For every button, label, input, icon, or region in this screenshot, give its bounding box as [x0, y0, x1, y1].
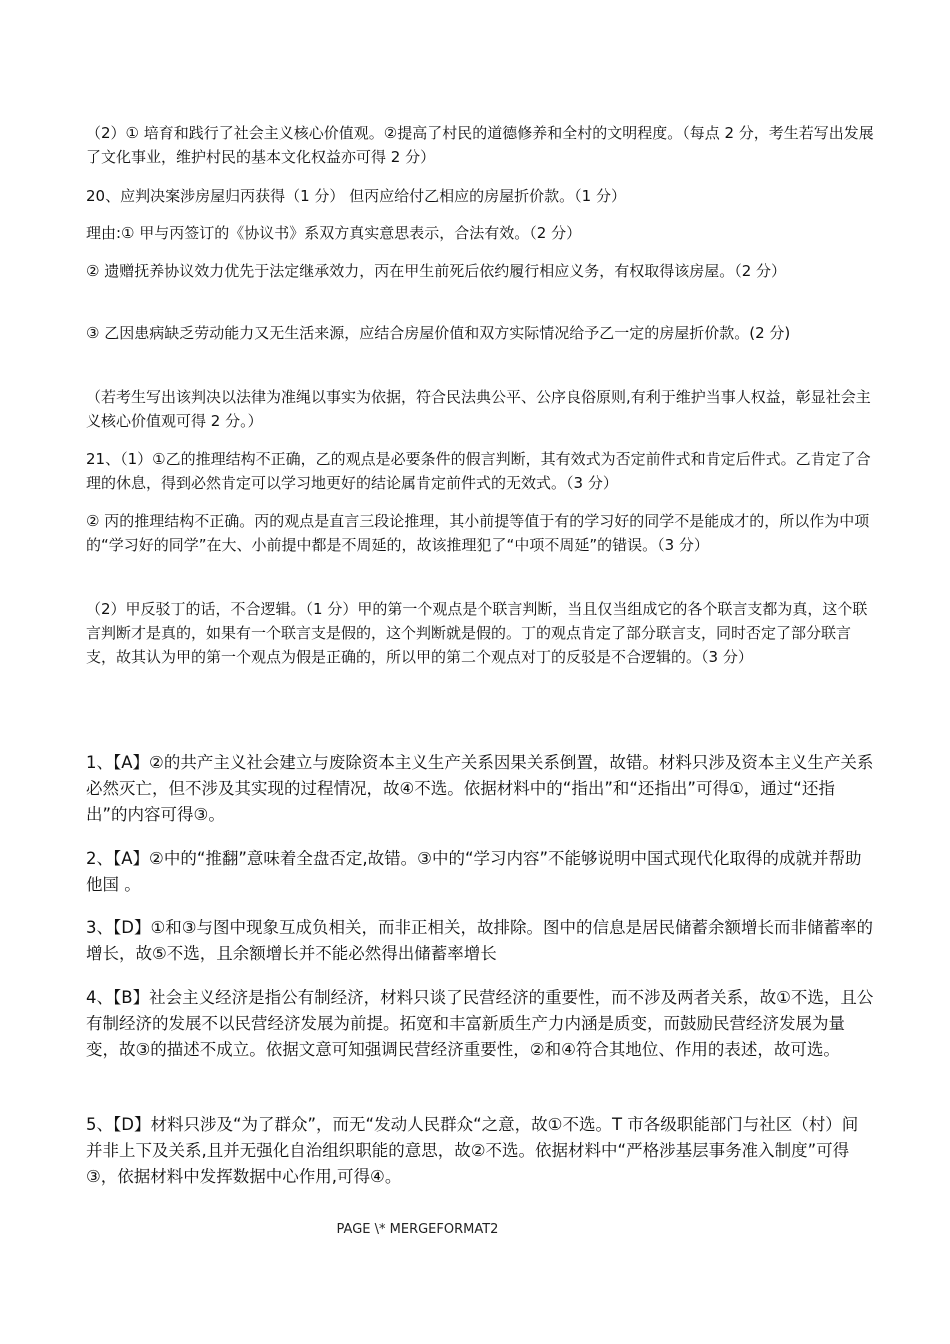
mc-answer-2: 2、【A】②中的“推翻”意味着全盘否定,故错。③中的“学习内容”不能够说明中国式现代化取得的成就并帮助他国 。 — [86, 849, 862, 894]
answer-21-part2: （2）甲反驳丁的话，不合逻辑。（1 分）甲的第一个观点是个联言判断，当且仅当组成它的各个联言支都为真，这个联言判断才是真的，如果有一个联言支是假的，这个判断就是假的。丁的观点肯定了部分联言支，同时否定了部分联言支，故其认为甲的第一个观点为假是正确的，所以甲的第二个观点对丁的反驳是不合逻辑的。（3 分） — [86, 600, 868, 666]
mc-answer-4: 4、【B】社会主义经济是指公有制经济，材料只谈了民营经济的重要性，而不涉及两者关系，故①不选，且公有制经济的发展不以民营经济发展为前提。拓宽和丰富新质生产力内涵是质变，而鼓励民营经济发展为量变，故③的描述不成立。依据文意可知强调民营经济重要性，②和④符合其地位、作用的表述，故可选。 — [86, 988, 874, 1059]
answer-20-reason-2: ② 遗赠抚养协议效力优先于法定继承效力，丙在甲生前死后依约履行相应义务，有权取得该房屋。（2 分） — [86, 262, 787, 280]
page-footer: PAGE \* MERGEFORMAT2 — [336, 1222, 499, 1237]
answer-20-note: （若考生写出该判决以法律为准绳以事实为依据，符合民法典公平、公序良俗原则,有利于维护当事人权益，彰显社会主义核心价值观可得 2 分。） — [86, 388, 871, 430]
mc-answer-1: 1、【A】②的共产主义社会建立与废除资本主义生产关系因果关系倒置，故错。材料只涉及资本主义生产关系必然灭亡，但不涉及其实现的过程情况，故④不选。依据材料中的“指出”和“还指出”可得①，通过“还指出”的内容可得③。 — [86, 753, 874, 824]
answer-20-verdict: 20、应判决案涉房屋归丙获得（1 分） 但丙应给付乙相应的房屋折价款。（1 分） — [86, 187, 626, 205]
answer-21-part1-a: 21、（1）①乙的推理结构不正确，乙的观点是必要条件的假言判断，其有效式为否定前件式和肯定后件式。乙肯定了合理的休息，得到必然肯定可以学习地更好的结论属肯定前件式的无效式。（3 分） — [86, 450, 871, 492]
mc-answer-5: 5、【D】材料只涉及“为了群众”，而无“发动人民群众“之意，故①不选。T 市各级职能部门与社区（村）间并非上下及关系,且并无强化自治组织职能的意思，故②不选。依据材料中“严格涉基层事务准入制度”可得③，依据材料中发挥数据中心作用,可得④。 — [86, 1115, 859, 1186]
answer-19-part2: （2）① 培育和践行了社会主义核心价值观。②提高了村民的道德修养和全村的文明程度。（每点 2 分，考生若写出发展了文化事业，维护村民的基本文化权益亦可得 2 分） — [86, 124, 874, 166]
mc-answer-3: 3、【D】①和③与图中现象互成负相关，而非正相关，故排除。图中的信息是居民储蓄余额增长而非储蓄率的增长，故⑤不选，且余额增长并不能必然得出储蓄率增长 — [86, 918, 874, 963]
answer-20-reason-1: 理由:① 甲与丙签订的《协议书》系双方真实意思表示，合法有效。（2 分） — [86, 224, 582, 242]
answer-21-part1-b: ② 丙的推理结构不正确。丙的观点是直言三段论推理，其小前提等值于有的学习好的同学不是能成才的，所以作为中项的“学习好的同学”在大、小前提中都是不周延的，故该推理犯了“中项不周延”的错误。（3 分） — [86, 512, 870, 554]
answer-20-reason-3: ③ 乙因患病缺乏劳动能力又无生活来源，应结合房屋价值和双方实际情况给予乙一定的房屋折价款。(2 分) — [86, 324, 791, 342]
